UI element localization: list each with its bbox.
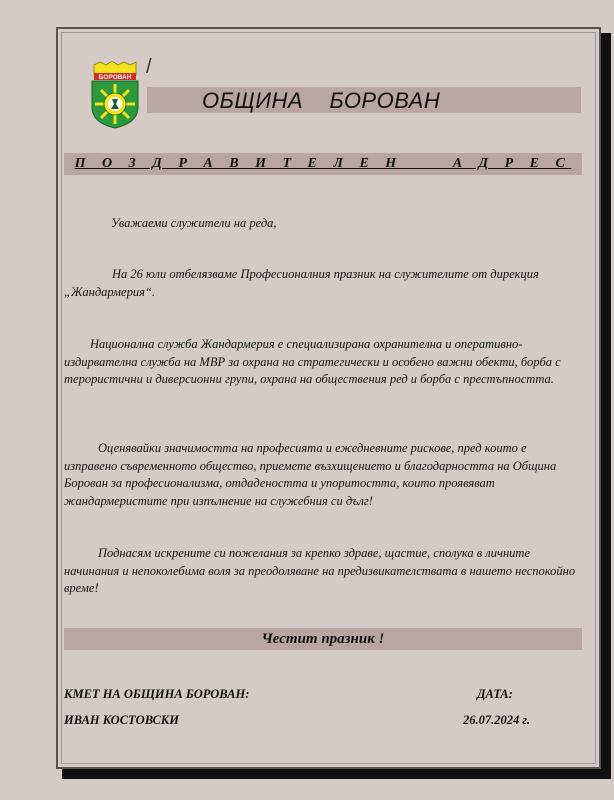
paragraph-service-description: Национална служба Жандармерия е специализирана охранителна и оперативно-издирвателна служба на МВР за охрана на стратегически и особено важни обекти, борба с терористични и диверсионни групи, охрана на обществения ред и борба с престъпността. (64, 337, 561, 386)
date-label: ДАТА: (477, 687, 513, 701)
document-page (56, 27, 601, 769)
document-heading: П О З Д Р А В И Т Е Л Е Н А Д Р Е С (74, 156, 572, 171)
mayor-title: КМЕТ НА ОБЩИНА БОРОВАН: (64, 687, 250, 701)
paragraph-wishes: Поднасям искрените си пожелания за крепко здраве, щастие, сполука в личните начинания и непоколебима воля за преодоляване на предизвикателствата в нашето неспокойно време! (64, 546, 576, 595)
paragraph-gratitude: Оценявайки значимостта на професията и ежедневните рискове, пред които е изправено съвременното общество, приемете възхищението и благодарността на Община Борован за професионализма, отдадеността и упоритостта, които проявяват жандармеристите при изпълнение на служебния си дълг! (64, 441, 557, 508)
header-slash-mark: / (146, 56, 152, 78)
municipality-coat-of-arms-logo (89, 61, 141, 129)
mayor-name: ИВАН КОСТОВСКИ (64, 713, 179, 727)
paragraph-greeting: Уважаеми служители на реда, (111, 216, 277, 230)
svg-text:БОРОВАН: БОРОВАН (98, 74, 132, 81)
date-value: 26.07.2024 г. (463, 713, 530, 727)
municipality-title: ОБЩИНА БОРОВАН (202, 88, 441, 113)
page-inner-border (61, 32, 596, 764)
paragraph-occasion: На 26 юли отбелязваме Професионалния празник на служителите от дирекция „Жандармерия“. (64, 267, 539, 299)
closing-greeting: Честит празник ! (261, 631, 385, 647)
